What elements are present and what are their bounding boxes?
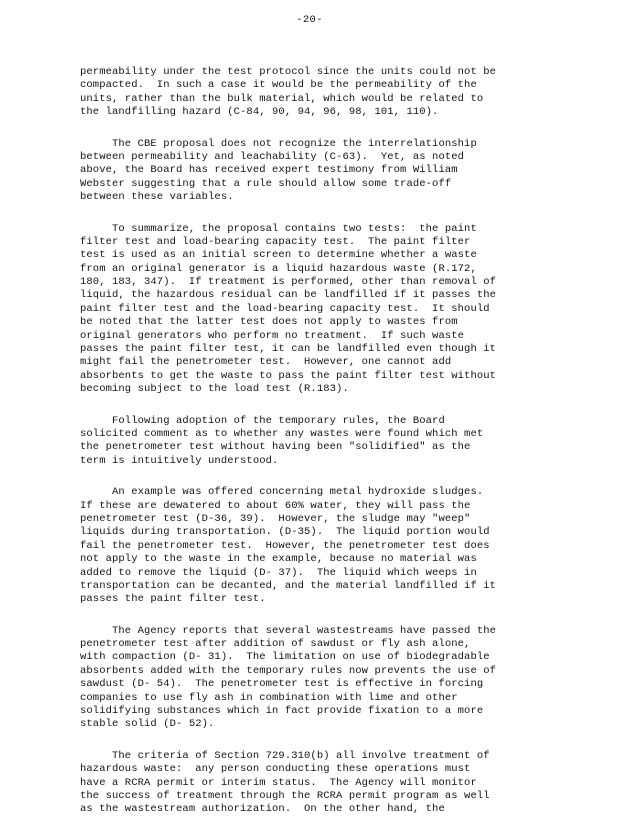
text-line: test is used as an initial screen to determine whether a waste: [80, 249, 477, 262]
text-line: the landfilling hazard (C-84, 90, 94, 96, 98, 101, 110).: [80, 106, 439, 119]
text-line: paint filter test and the load-bearing capacity test. It should: [80, 302, 490, 315]
text-line: between permeability and leachability (C-63). Yet, as noted: [80, 150, 465, 163]
body-text: [80, 66, 560, 835]
text-line: transportation can be decanted, and the material landfilled if it: [80, 579, 497, 592]
text-line: The criteria of Section 729.310(b) all involve treatment of: [80, 749, 490, 762]
paragraph: [80, 66, 560, 120]
text-line: term is intuitively understood.: [80, 454, 279, 467]
text-line: penetrometer test (D-36, 39). However, the sludge may "weep": [80, 512, 471, 525]
text-line: solidifying substances which in fact provide fixation to a more: [80, 705, 484, 718]
text-line: stable solid (D- 52).: [80, 718, 215, 731]
text-line: sawdust (D- 54). The penetrometer test is effective in forcing: [80, 678, 484, 691]
text-line: from an original generator is a liquid hazardous waste (R.172,: [80, 262, 477, 275]
text-line: To summarize, the proposal contains two tests: the paint: [80, 222, 477, 235]
text-line: added to remove the liquid (D- 37). The liquid which weeps in: [80, 566, 477, 579]
text-line: absorbents to get the waste to pass the paint filter test without: [80, 369, 497, 382]
text-line: companies to use fly ash in combination with lime and other: [80, 691, 458, 704]
text-line: Following adoption of the temporary rules, the Board: [80, 414, 445, 427]
text-line: with compaction (D- 31). The limitation on use of biodegradable: [80, 651, 490, 664]
text-line: hazardous waste: any person conducting these operations must: [80, 763, 471, 776]
paragraph: [80, 625, 560, 732]
paragraph: [80, 486, 560, 607]
text-line: the success of treatment through the RCRA permit program as well: [80, 789, 490, 802]
text-line: not apply to the waste in the example, because no material was: [80, 553, 477, 566]
text-line: have a RCRA permit or interim status. The Agency will monitor: [80, 776, 477, 789]
text-line: penetrometer test after addition of sawdust or fly ash alone,: [80, 638, 471, 651]
paragraph: [80, 750, 560, 817]
text-line: the penetrometer test without having been "solidified" as the: [80, 441, 471, 454]
paragraph: [80, 138, 560, 205]
page-number: -20-: [296, 14, 323, 26]
text-line: The CBE proposal does not recognize the interrelationship: [80, 137, 477, 150]
text-line: Webster suggesting that a rule should allow some trade-off: [80, 177, 452, 190]
text-line: fail the penetrometer test. However, the penetrometer test does: [80, 539, 490, 552]
text-line: units, rather than the bulk material, which would be related to: [80, 92, 484, 105]
text-line: be noted that the latter test does not apply to wastes from: [80, 316, 458, 329]
paragraph: [80, 415, 560, 469]
text-line: If these are dewatered to about 60% water, they will pass the: [80, 499, 471, 512]
text-line: filter test and load-bearing capacity test. The paint filter: [80, 235, 471, 248]
text-line: might fail the penetrometer test. However, one cannot add: [80, 356, 452, 369]
text-line: passes the paint filter test, it can be landfilled even though it: [80, 343, 497, 356]
text-line: 180, 183, 347). If treatment is performed, other than removal of: [80, 276, 497, 289]
text-line: as the wastestream authorization. On the other hand, the: [80, 803, 445, 816]
text-line: liquids during transportation. (D-35). The liquid portion would: [80, 526, 490, 539]
text-line: The Agency reports that several wastestreams have passed the: [80, 624, 497, 637]
text-line: solicited comment as to whether any wastes were found which met: [80, 427, 484, 440]
text-line: passes the paint filter test.: [80, 593, 266, 606]
paragraph: [80, 223, 560, 397]
text-line: between these variables.: [80, 191, 234, 204]
text-line: absorbents added with the temporary rules now prevents the use of: [80, 664, 497, 677]
text-line: becoming subject to the load test (R.183).: [80, 383, 349, 396]
text-line: permeability under the test protocol since the units could not be: [80, 66, 497, 78]
text-line: An example was offered concerning metal hydroxide sludges.: [80, 486, 484, 499]
text-line: above, the Board has received expert testimony from William: [80, 164, 458, 177]
text-line: compacted. In such a case it would be the permeability of the: [80, 79, 477, 92]
text-line: liquid, the hazardous residual can be landfilled if it passes the: [80, 289, 497, 302]
text-line: original generators who perform no treatment. If such waste: [80, 329, 465, 342]
